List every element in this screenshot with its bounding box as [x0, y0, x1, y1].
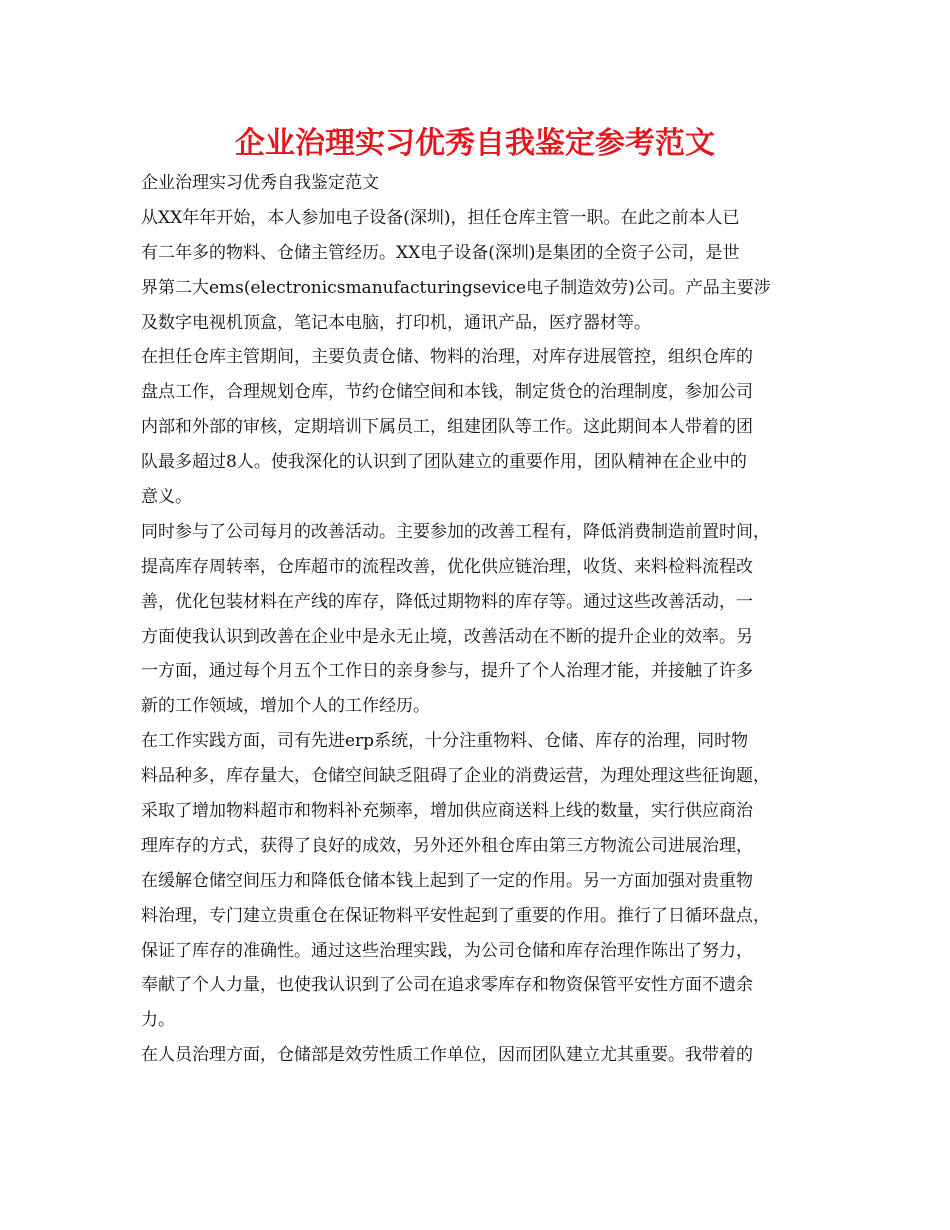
body-line: 在担任仓库主管期间，主要负责仓储、物料的治理，对库存进展管控，组织仓库的 [141, 347, 753, 368]
body-line: 在工作实践方面，司有先进erp系统，十分注重物料、仓储、库存的治理，同时物 [141, 731, 749, 752]
body-line: 在缓解仓储空间压力和降低仓储本钱上起到了一定的作用。另一方面加强对贵重物 [141, 870, 753, 891]
body-line: 界第二大ems(electronicsmanufacturingsevice电子制造效劳)公司。产品主要涉 [141, 277, 771, 298]
body-line: 在人员治理方面，仓储部是效劳性质工作单位，因而团队建立尤其重要。我带着的 [141, 1045, 753, 1066]
body-line: 提高库存周转率，仓库超市的流程改善，优化供应链治理，收货、来料检料流程改 [141, 556, 753, 577]
body-line: 善，优化包装材料在产线的库存，降低过期物料的库存等。通过这些改善活动，一 [141, 591, 753, 612]
body-line: 有二年多的物料、仓储主管经历。XX电子设备(深圳)是集团的全资子公司，是世 [141, 242, 740, 263]
body-line: 内部和外部的审核，定期培训下属员工，组建团队等工作。这此期间本人带着的团 [141, 417, 753, 438]
body-line: 方面使我认识到改善在企业中是永无止境，改善活动在不断的提升企业的效率。另 [141, 626, 753, 647]
body-line: 一方面，通过每个月五个工作日的亲身参与，提升了个人治理才能，并接触了许多 [141, 661, 753, 682]
body-line: 意义。 [141, 487, 192, 508]
document-body [141, 166, 821, 1073]
body-line: 料治理，专门建立贵重仓在保证物料平安性起到了重要的作用。推行了日循环盘点， [141, 905, 770, 926]
body-line: 奉献了个人力量，也使我认识到了公司在追求零库存和物资保管平安性方面不遗余 [141, 975, 753, 996]
body-line: 理库存的方式，获得了良好的成效，另外还外租仓库由第三方物流公司进展治理， [141, 835, 753, 856]
body-line: 采取了增加物料超市和物料补充频率，增加供应商送料上线的数量，实行供应商治 [141, 801, 753, 822]
subtitle-line: 企业治理实习优秀自我鉴定范文 [141, 173, 379, 193]
body-line: 盘点工作，合理规划仓库，节约仓储空间和本钱，制定货仓的治理制度，参加公司 [141, 382, 753, 403]
body-line: 从XX年年开始，本人参加电子设备(深圳)，担任仓库主管一职。在此之前本人已 [141, 207, 740, 228]
body-line: 力。 [141, 1010, 175, 1031]
body-line: 同时参与了公司每月的改善活动。主要参加的改善工程有，降低消费制造前置时间， [141, 521, 770, 542]
body-line: 及数字电视机顶盒，笔记本电脑，打印机，通讯产品，医疗器材等。 [141, 312, 651, 333]
body-line: 保证了库存的准确性。通过这些治理实践，为公司仓储和库存治理作陈出了努力， [141, 940, 753, 961]
body-line: 队最多超过8人。使我深化的认识到了团队建立的重要作用，团队精神在企业中的 [141, 452, 747, 473]
body-line: 料品种多，库存量大，仓储空间缺乏阻碍了企业的消费运营，为理处理这些征询题， [141, 766, 770, 787]
document-title: 企业治理实习优秀自我鉴定参考范文 [235, 126, 715, 161]
body-line: 新的工作领域，增加个人的工作经历。 [141, 696, 430, 717]
